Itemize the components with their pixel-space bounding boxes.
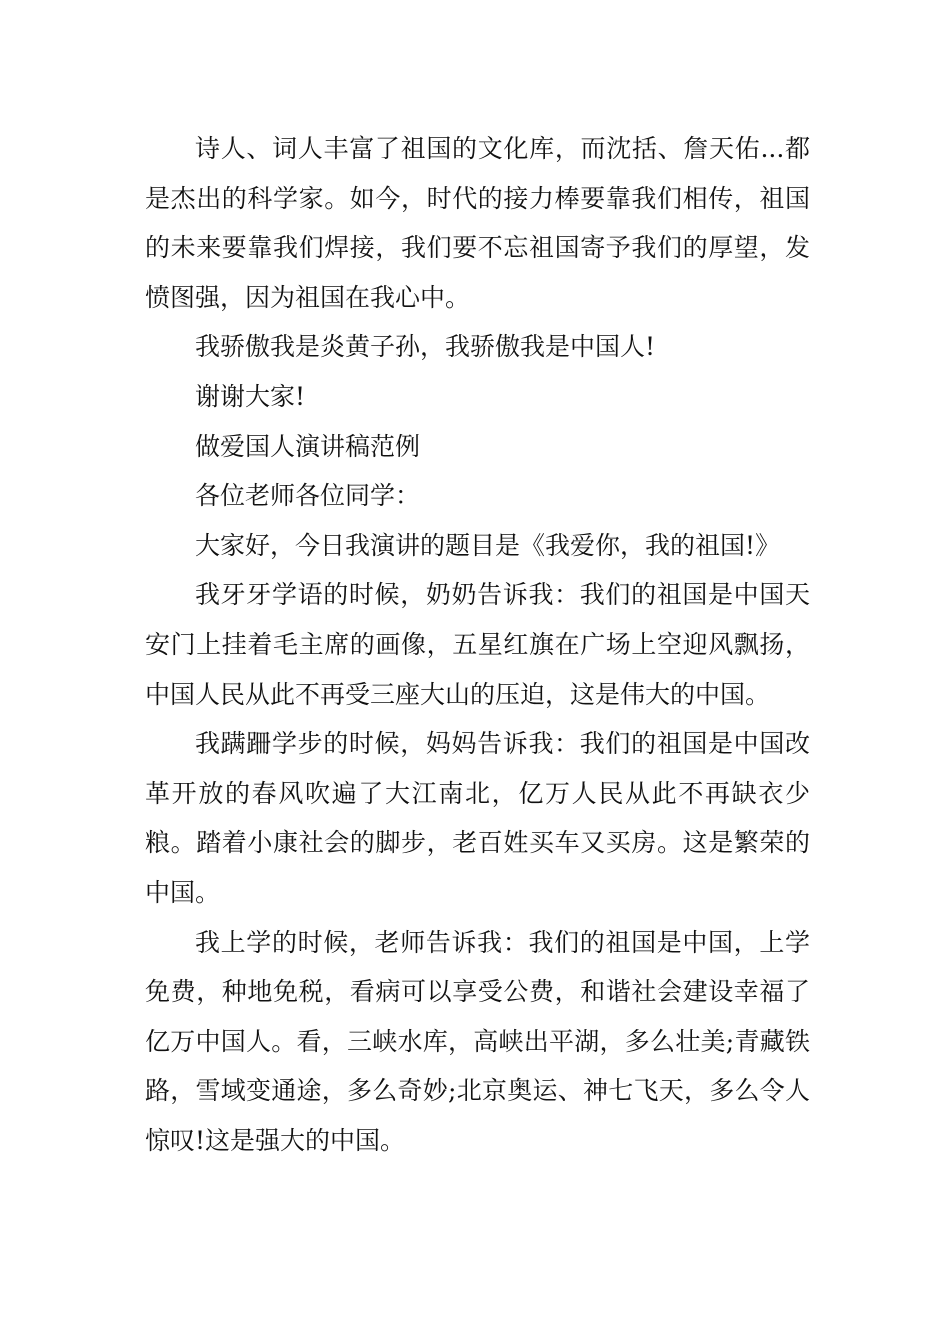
paragraph-mother: 我蹒跚学步的时候，妈妈告诉我：我们的祖国是中国改革开放的春风吹遍了大江南北，亿万人民从此不再缺衣少粮。踏着小康社会的脚步，老百姓买车又买房。这是繁荣的中国。	[145, 729, 810, 907]
paragraph-greeting: 大家好，今日我演讲的题目是《我爱你，我的祖国!》	[195, 530, 781, 560]
paragraph-scientists: 诗人、词人丰富了祖国的文化库，而沈括、詹天佑...都是杰出的科学家。如今，时代的接力棒要靠我们相传，祖国的未来要靠我们焊接，我们要不忘祖国寄予我们的厚望，发愤图强，因为祖国在我心中。	[145, 134, 810, 312]
salutation: 各位老师各位同学：	[195, 481, 421, 511]
speech-title: 做爱国人演讲稿范例	[195, 431, 421, 461]
document-page	[145, 124, 810, 1165]
paragraph-thanks: 谢谢大家!	[195, 381, 306, 411]
paragraph-teacher: 我上学的时候，老师告诉我：我们的祖国是中国，上学免费，种地免税，看病可以享受公费，和谐社会建设幸福了亿万中国人。看，三峡水库，高峡出平湖，多么壮美;青藏铁路，雪域变通途，多么奇妙;北京奥运、神七飞天，多么令人惊叹!这是强大的中国。	[145, 927, 810, 1155]
paragraph-grandma: 我牙牙学语的时候，奶奶告诉我：我们的祖国是中国天安门上挂着毛主席的画像，五星红旗在广场上空迎风飘扬，中国人民从此不再受三座大山的压迫，这是伟大的中国。	[145, 580, 810, 709]
paragraph-proud: 我骄傲我是炎黄子孙，我骄傲我是中国人!	[195, 332, 656, 362]
